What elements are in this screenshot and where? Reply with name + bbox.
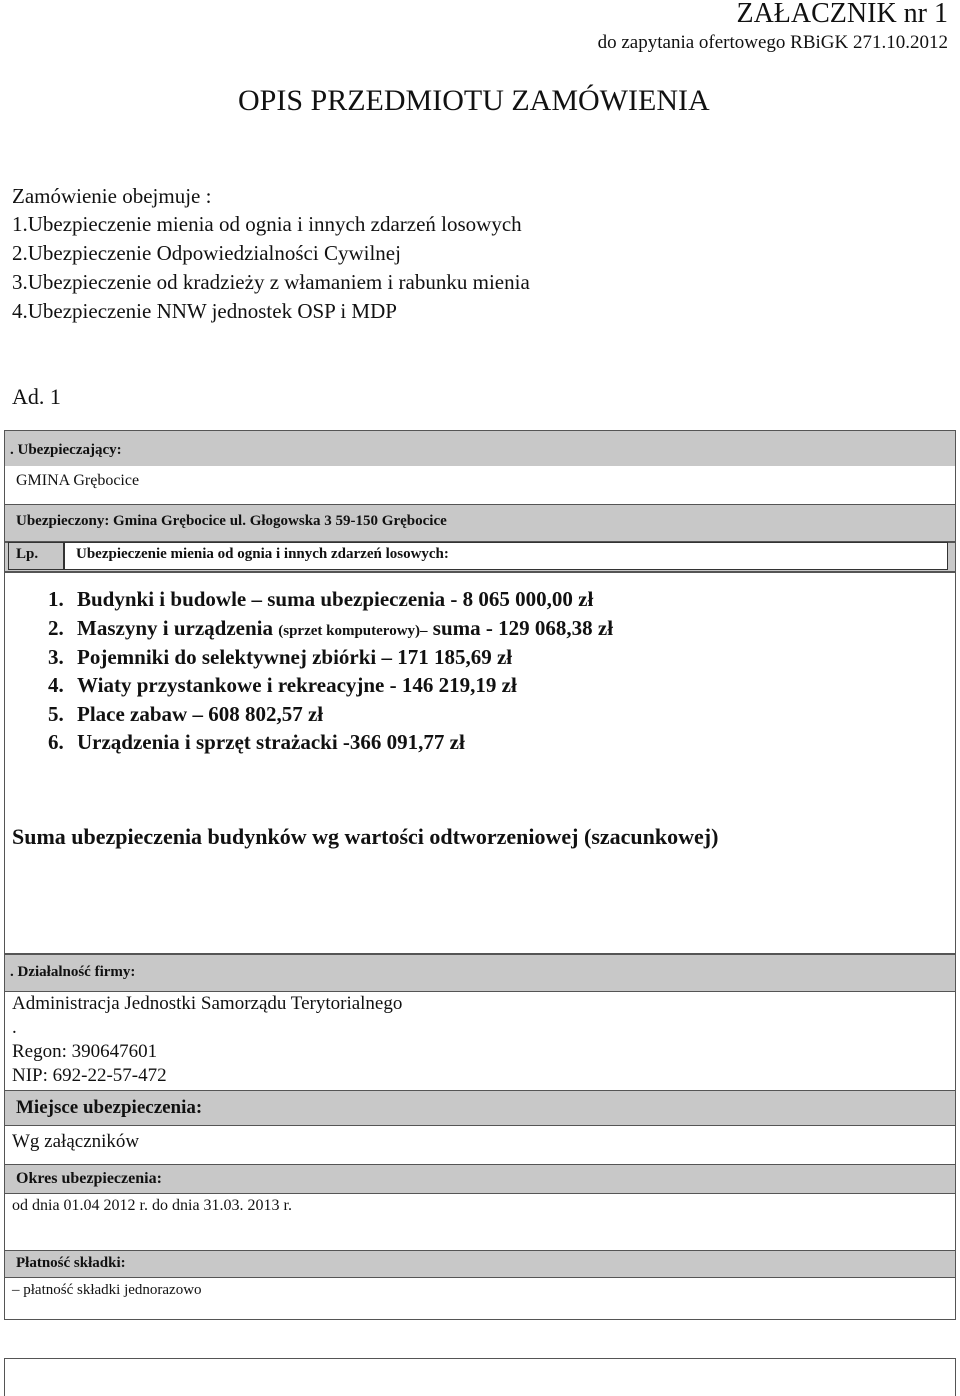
property-item-6 [48, 730, 465, 755]
ad1-label: Ad. 1 [12, 384, 61, 409]
property-item-1 [48, 587, 593, 612]
period-value: od dnia 01.04 2012 r. do dnia 31.03. 2013 r. [12, 1197, 292, 1214]
regon: Regon: 390647601 [12, 1041, 158, 1062]
property-item-2-note: (sprzet komputerowy)– [278, 623, 428, 639]
property-item-1-text: Budynki i budowle – suma ubezpieczenia - 8 065 000,00 zł [77, 587, 594, 611]
scope-heading: Zamówienie obejmuje : [12, 184, 212, 208]
nip: NIP: 692-22-57-472 [12, 1065, 167, 1086]
property-item-5-text: Place zabaw – 608 802,57 zł [77, 702, 324, 726]
lp-label: Lp. [16, 546, 39, 562]
property-item-3 [48, 645, 512, 670]
document-title: OPIS PRZEDMIOTU ZAMÓWIENIA [238, 84, 710, 117]
property-item-2-after: suma - 129 068,38 zł [427, 616, 614, 640]
business-label: . Działalność firmy: [10, 964, 136, 980]
location-label: Miejsce ubezpieczenia: [16, 1097, 203, 1118]
insurer-label: . Ubezpieczający: [10, 442, 122, 458]
scope-item-1: 1.Ubezpieczenie mienia od ognia i innych zdarzeń losowych [12, 212, 522, 236]
property-item-6-num: 6. [48, 730, 64, 754]
business-value: Administracja Jednostki Samorządu Terytorialnego [12, 993, 403, 1014]
property-item-4 [48, 673, 517, 698]
payment-row [4, 1250, 956, 1278]
insurer-value-cell [5, 466, 955, 504]
property-item-4-num: 4. [48, 673, 64, 697]
scope-item-2: 2.Ubezpieczenie Odpowiedzialności Cywilnej [12, 241, 401, 265]
payment-value: – płatność składki jednorazowo [12, 1282, 202, 1298]
sum-note: Suma ubezpieczenia budynków wg wartości odtworzeniowej (szacunkowej) [12, 824, 719, 849]
business-row [4, 954, 956, 992]
property-item-4-text: Wiaty przystankowe i rekreacyjne - 146 219,19 zł [77, 673, 517, 697]
inquiry-reference: do zapytania ofertowego RBiGK 271.10.2012 [597, 32, 948, 53]
location-value: Wg załączników [12, 1131, 140, 1152]
property-item-2-num: 2. [48, 616, 64, 640]
insured-text: Ubezpieczony: Gmina Grębocice ul. Głogowska 3 59-150 Grębocice [16, 513, 447, 529]
property-item-3-num: 3. [48, 645, 64, 669]
property-item-2-text: Maszyny i urządzenia [77, 616, 279, 640]
property-heading: Ubezpieczenie mienia od ognia i innych zdarzeń losowych: [76, 546, 449, 562]
period-label: Okres ubezpieczenia: [16, 1170, 162, 1187]
property-item-5 [48, 702, 323, 727]
scope-item-4: 4.Ubezpieczenie NNW jednostek OSP i MDP [12, 299, 397, 323]
property-item-1-num: 1. [48, 587, 64, 611]
payment-label: Płatność składki: [16, 1255, 126, 1271]
annex-title: ZAŁACZNIK nr 1 [736, 0, 948, 29]
business-dot: . [12, 1017, 17, 1038]
insurer-value: GMINA Grębocice [16, 472, 140, 489]
property-item-6-text: Urządzenia i sprzęt strażacki -366 091,77 zł [77, 730, 465, 754]
bottom-empty-box [4, 1358, 956, 1396]
property-item-2 [48, 616, 613, 641]
scope-item-3: 3.Ubezpieczenie od kradzieży z włamaniem i rabunku mienia [12, 270, 530, 294]
property-item-5-num: 5. [48, 702, 64, 726]
property-item-3-text: Pojemniki do selektywnej zbiórki – 171 185,69 zł [77, 645, 513, 669]
